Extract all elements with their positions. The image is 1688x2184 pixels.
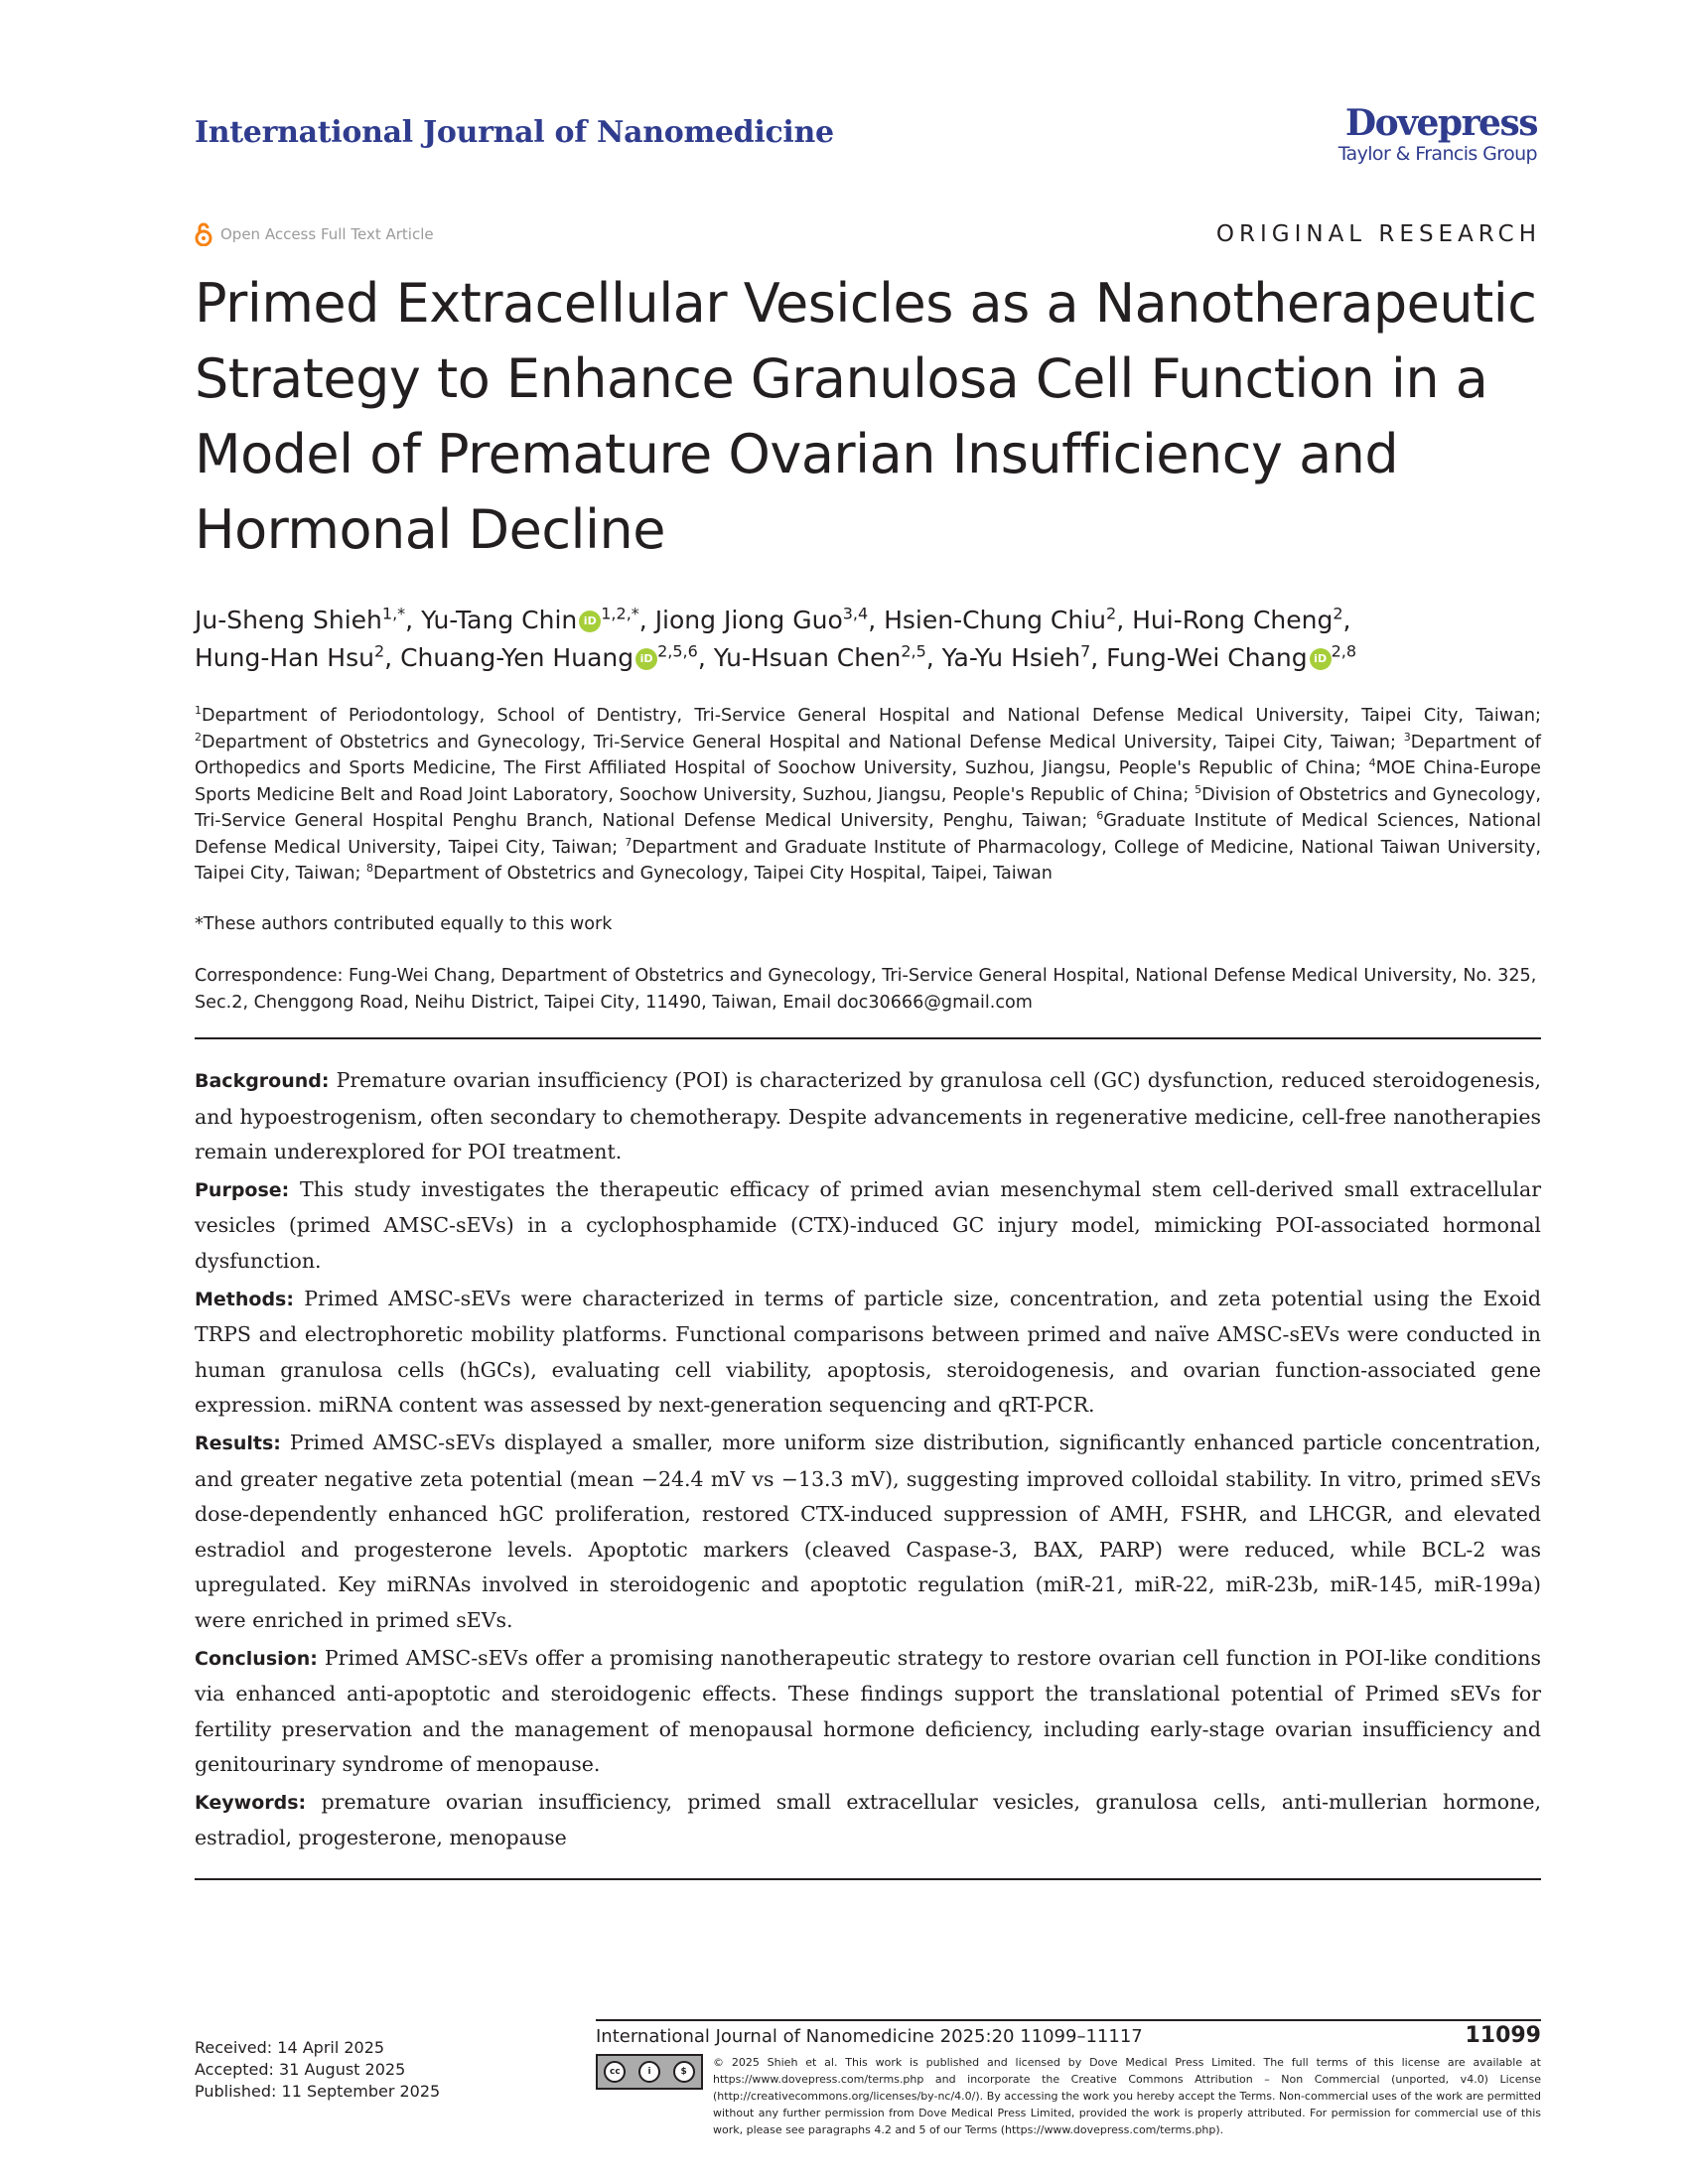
author-name: Ya-Yu Hsieh — [941, 643, 1081, 672]
author-affiliation-marker: 3,4 — [842, 604, 869, 623]
affiliation-number: 6 — [1096, 809, 1104, 823]
abstract-section-text: Primed AMSC-sEVs offer a promising nanotherapeutic strategy to restore ovarian cell function in POI-like conditions via enhanced anti-apoptotic and steroidogenic effects. These findings support the translational potential of Primed sEVs for fertility preservation and the management of menopausal hormone deficiency, including early-stage ovarian insufficiency and genitourinary syndrome of menopause. — [195, 1645, 1541, 1777]
correspondence: Correspondence: Fung-Wei Chang, Department of Obstetrics and Gynecology, Tri-Service General Hospital, National Defense Medical University, No. 325, Sec.2, Chenggong Road, Neihu District, Taipei City, 11490, Taiwan, Email doc30666@gmail.com — [195, 966, 1537, 1013]
journal-title[interactable]: International Journal of Nanomedicine — [195, 115, 834, 150]
abstract-section-label: Results: — [195, 1432, 290, 1454]
affiliation-text: Department of Periodontology, School of Dentistry, Tri-Service General Hospital and National Defense Medical University, Taipei City, Taiwan; — [202, 706, 1541, 726]
author-name: Fung-Wei Chang — [1106, 643, 1308, 672]
author-name: Jiong Jiong Guo — [654, 606, 843, 634]
abstract-section-label: Conclusion: — [195, 1647, 325, 1670]
footer-divider — [596, 2019, 1541, 2021]
orcid-icon[interactable]: iD — [635, 648, 657, 670]
abstract-section-text: This study investigates the therapeutic efficacy of primed avian mesenchymal stem cell-derived small extracellular vesicles (primed AMSC-sEVs) in a cyclophosphamide (CTX)-induced GC injury model, mimicking POI-associated hormonal dysfunction. — [195, 1176, 1542, 1273]
abstract-section-text: Primed AMSC-sEVs were characterized in terms of particle size, concentration, and zeta potential using the Exoid TRPS and electrophoretic mobility platforms. Functional comparisons between primed and naïve AMSC-sEVs were conducted in human granulosa cells (hGCs), evaluating cell viability, apoptosis, steroidogenesis, and ovarian function-associated gene expression. miRNA content was assessed by next-generation sequencing and qRT-PCR. — [195, 1286, 1541, 1418]
orcid-icon[interactable]: iD — [579, 611, 601, 632]
abstract — [195, 1063, 1541, 1856]
abstract-section — [195, 1426, 1541, 1639]
abstract-section — [195, 1785, 1541, 1856]
license-row — [596, 2054, 1541, 2138]
author-name: Yu-Hsuan Chen — [713, 643, 902, 672]
author-affiliation-marker: 7 — [1080, 641, 1091, 661]
affiliation-text: Department of Orthopedics and Sports Medicine, The First Affiliated Hospital of Soochow University, Suzhou, Jiangsu, People's Republic of China; — [195, 732, 1541, 778]
author-name: Hung-Han Hsu — [195, 643, 374, 672]
abstract-section-label: Background: — [195, 1070, 337, 1092]
author-affiliation-marker: 1,2,* — [601, 604, 639, 623]
page-footer — [195, 2019, 1541, 2138]
abstract-section-text: premature ovarian insufficiency, primed small extracellular vesicles, granulosa cells, anti-mullerian hormone, estradiol, progesterone, menopause — [195, 1789, 1541, 1850]
article-type: ORIGINAL RESEARCH — [1215, 221, 1541, 247]
affiliation-text: Department of Obstetrics and Gynecology, Taipei City Hospital, Taipei, Taiwan — [373, 864, 1053, 884]
abstract-section-label: Keywords: — [195, 1791, 322, 1814]
author-name: Ju-Sheng Shieh — [195, 606, 382, 634]
attribution-icon: i — [638, 2061, 660, 2083]
accepted-date: Accepted: 31 August 2025 — [195, 2060, 406, 2080]
footer-main — [596, 2019, 1541, 2138]
author-affiliation-marker: 2 — [1333, 604, 1343, 623]
published-date: Published: 11 September 2025 — [195, 2082, 441, 2102]
citation-line[interactable]: International Journal of Nanomedicine 2025:20 11099–11117 — [596, 2026, 1143, 2048]
abstract-section — [195, 1063, 1541, 1170]
author-affiliation-marker: 2,8 — [1331, 641, 1357, 661]
equal-contribution-note: *These authors contributed equally to this work — [195, 913, 613, 934]
author-name: Hsien-Chung Chiu — [884, 606, 1107, 634]
affiliation-text: Department and Graduate Institute of Pharmacology, College of Medicine, National Taiwan University, Taipei City, Taiwan; — [195, 837, 1541, 884]
author-affiliation-marker: 2 — [1106, 604, 1117, 623]
author-name: Yu-Tang Chin — [421, 606, 578, 634]
abstract-section — [195, 1172, 1541, 1280]
article-first-page — [195, 216, 1541, 2138]
license-text: © 2025 Shieh et al. This work is published and licensed by Dove Medical Press Limited. The full terms of this license are available at https://www.dovepress.com/terms.php and incorporate the Creative Commons Attribution – Non Commercial (unported, v4.0) License (http://creativecommons.org/licenses/by-nc/4.0/). By accessing the work you hereby accept the Terms. Non-commercial uses of the work are permitted without any further permission from Dove Medical Press Limited, provided the work is properly attributed. For permission for commercial use of this work, please see paragraphs 4.2 and 5 of our Terms (https://www.dovepress.com/terms.php). — [713, 2056, 1541, 2137]
author-name: Chuang-Yen Huang — [400, 643, 634, 672]
page-number: 11099 — [1465, 2023, 1541, 2049]
author-affiliation-marker: 1,* — [381, 604, 406, 623]
open-access-badge — [195, 222, 434, 246]
abstract-section — [195, 1641, 1541, 1783]
orcid-icon[interactable]: iD — [1310, 648, 1332, 670]
abstract-section-label: Methods: — [195, 1288, 305, 1310]
divider-top — [195, 1037, 1541, 1039]
divider-bottom — [195, 1878, 1541, 1880]
article-meta-row — [195, 216, 1541, 252]
affiliation-text: Department of Obstetrics and Gynecology, Tri-Service General Hospital and National Defense Medical University, Taipei City, Taiwan; — [202, 732, 1404, 752]
affiliation-number: 2 — [195, 730, 202, 744]
affiliation-number: 1 — [195, 704, 202, 718]
publication-dates — [195, 2019, 596, 2138]
affiliation-number: 7 — [625, 835, 633, 849]
publisher-group: Taylor & Francis Group — [1337, 143, 1537, 165]
affiliations — [195, 703, 1541, 887]
abstract-section-label: Purpose: — [195, 1178, 301, 1201]
affiliation-number: 3 — [1403, 730, 1411, 744]
affiliation-number: 4 — [1368, 756, 1376, 770]
publisher-logo[interactable] — [1338, 103, 1537, 165]
cc-icon: cc — [604, 2061, 626, 2083]
author-affiliation-marker: 2,5,6 — [657, 641, 698, 661]
author-affiliation-marker: 2,5 — [901, 641, 926, 661]
abstract-section-text: Primed AMSC-sEVs displayed a smaller, more uniform size distribution, significantly enhanced particle concentration, and greater negative zeta potential (mean −24.4 mV vs −13.3 mV), suggesting improved colloidal stability. In vitro, primed sEVs dose-dependently enhanced hGC proliferation, restored CTX-induced suppression of AMH, FSHR, and LHCGR, and elevated estradiol and progesterone levels. Apoptotic markers (cleaved Caspase-3, BAX, PARP) were reduced, while BCL-2 was upregulated. Key miRNAs involved in steroidogenic and apoptotic regulation (miR-21, miR-22, miR-23b, miR-145, miR-199a) were enriched in primed sEVs. — [195, 1430, 1541, 1632]
open-access-label: Open Access Full Text Article — [220, 225, 434, 243]
author-list: Ju-Sheng Shieh$^{1,*}$, Yu-Tang Chin iD $^{1,2,*}$, Jiong Jiong Guo$^{3,4}$, Hsien-Chung Chiu$^2$, Hui-Rong Cheng$^2$, Hung-Han Hsu$^2$, Chuang-Yen Huang iD $^{2,5,6}$, Yu-Hsuan Chen$^{2,5}$, Ya-Yu Hsieh$^7$, Fung-Wei Chang iD $^{2,8}$ — [195, 604, 1357, 672]
affiliation-text: Division of Obstetrics and Gynecology, Tri-Service General Hospital Penghu Branch, National Defense Medical University, Penghu, Taiwan; — [195, 784, 1541, 831]
affiliation-number: 5 — [1195, 782, 1202, 796]
abstract-section — [195, 1282, 1541, 1424]
author-affiliation-marker: 2 — [373, 641, 385, 661]
affiliation-text: MOE China-Europe Sports Medicine Belt and Road Joint Laboratory, Soochow University, Suzhou, Jiangsu, People's Republic of China; — [195, 758, 1541, 805]
noncommercial-icon: $ — [673, 2061, 695, 2083]
abstract-section-text: Premature ovarian insufficiency (POI) is characterized by granulosa cell (GC) dysfunction, reduced steroidogenesis, and hypoestrogenism, often secondary to chemotherapy. Despite advancements in regenerative medicine, cell-free nanotherapies remain underexplored for POI treatment. — [195, 1068, 1542, 1164]
cc-by-nc-badge[interactable] — [596, 2054, 703, 2090]
affiliation-number: 8 — [366, 862, 373, 876]
article-title: Primed Extracellular Vesicles as a Nanotherapeutic Strategy to Enhance Granulosa Cell Function in a Model of Premature Ovarian Insufficiency and Hormonal Decline — [195, 272, 1537, 561]
publisher-name: Dovepress — [1344, 102, 1537, 144]
affiliation-text: Graduate Institute of Medical Sciences, National Defense Medical University, Taipei City, Taiwan; — [195, 811, 1541, 858]
open-lock-icon — [195, 222, 212, 246]
author-name: Hui-Rong Cheng — [1132, 606, 1334, 634]
received-date: Received: 14 April 2025 — [195, 2038, 385, 2058]
footer-citation-row — [596, 2023, 1541, 2048]
